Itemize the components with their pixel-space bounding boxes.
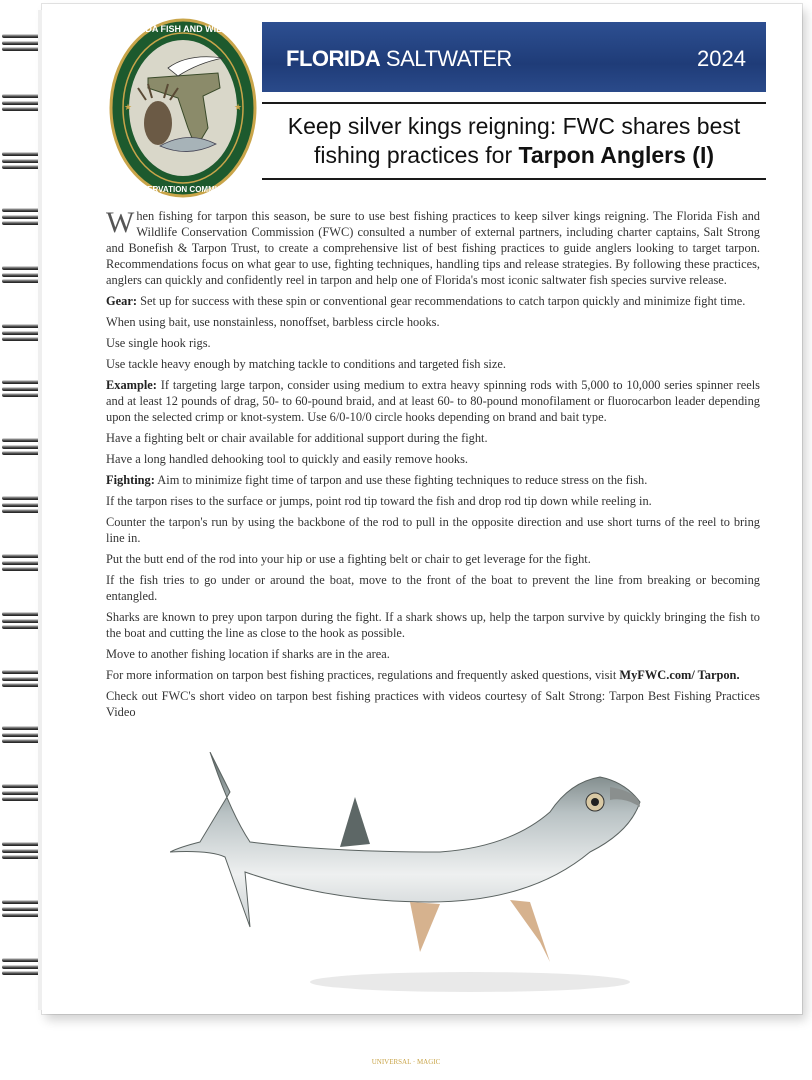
counter-paragraph: Counter the tarpon's run by using the backbone of the rod to pull in the opposite direction and use short turns of the reel to bring line in. <box>106 515 760 545</box>
fwc-logo <box>108 18 258 198</box>
move-paragraph: Move to another fishing location if sharks are in the area. <box>106 647 390 661</box>
drop-cap: W <box>106 206 135 239</box>
belt-paragraph: Have a fighting belt or chair available for additional support during the fight. <box>106 431 488 445</box>
header-brand: FLORIDA SALTWATER <box>286 46 512 71</box>
video-paragraph: Check out FWC's short video on tarpon best fishing practices with videos courtesy of Salt Strong: Tarpon Best Fishing Practices Video <box>106 689 760 719</box>
sharks-paragraph: Sharks are known to prey upon tarpon during the fight. If a shark shows up, help the tarpon survive by quickly bringing the fish to the boat and cutting the line as close to the hook as possible. <box>106 610 760 640</box>
bait-paragraph: When using bait, use nonstainless, nonoffset, barbless circle hooks. <box>106 315 440 329</box>
logo-star-left: ★ <box>124 102 133 112</box>
title-rule-bottom <box>262 178 766 180</box>
dehook-paragraph: Have a long handled dehooking tool to quickly and easily remove hooks. <box>106 452 469 466</box>
jumps-paragraph: If the tarpon rises to the surface or jumps, point rod tip toward the fish and drop rod tip down while reeling in. <box>106 494 652 508</box>
fighting-paragraph: Fighting: Aim to minimize fight time of tarpon and use these fighting techniques to reduce stress on the fish. <box>106 473 648 487</box>
title-rule-top <box>262 102 766 104</box>
single-hook-paragraph: Use single hook rigs. <box>106 336 211 350</box>
tackle-paragraph: Use tackle heavy enough by matching tackle to conditions and targeted fish size. <box>106 357 506 371</box>
logo-ring-bottom-text: CONSERVATION COMMISSION <box>124 185 242 194</box>
more-info-paragraph: For more information on tarpon best fishing practices, regulations and frequently asked questions, visit MyFWC.com/ Tarpon. <box>106 668 740 682</box>
boat-paragraph: If the fish tries to go under or around the boat, move to the front of the boat to prevent the line from breaking or becoming entangled. <box>106 573 760 603</box>
header-year: 2024 <box>697 46 746 71</box>
butt-paragraph: Put the butt end of the rod into your hip or use a fighting belt or chair to get leverage for the fight. <box>106 552 591 566</box>
article-body <box>106 208 760 725</box>
footer-mark: UNIVERSAL · MAGIC <box>371 1058 441 1066</box>
myfwc-link[interactable]: MyFWC.com/ Tarpon. <box>619 668 740 682</box>
tarpon-illustration <box>170 752 650 1002</box>
gear-paragraph: Gear: Set up for success with these spin or conventional gear recommendations to catch tarpon quickly and minimize fight time. <box>106 294 746 308</box>
logo-star-right: ★ <box>234 102 243 112</box>
example-paragraph: Example: If targeting large tarpon, consider using medium to extra heavy spinning rods with 5,000 to 10,000 series spinner reels and at least 12 pounds of drag, 50- to 60-pound braid, and at least 60- to 80-pound monofilament or fluorocarbon leader depending upon the selected crimp or knot-system. Use 6/0-10/0 circle hooks depending on brand and bait type. <box>106 378 760 424</box>
header-bar <box>262 22 766 92</box>
intro-paragraph: When fishing for tarpon this season, be sure to use best fishing practices to keep silver kings reigning. The Florida Fish and Wildlife Conservation Commission (FWC) consulted a number of external partners, including charter captains, Salt Strong and Bonefish & Tarpon Trust, to create a comprehensive list of best fishing practices to guide anglers looking to target tarpon. Recommendations focus on what gear to use, fighting techniques, handling tips and release strategies. By following these practices, anglers can quickly and confidently reel in tarpon and help one of Florida's most iconic saltwater fish species survive release. <box>106 206 760 287</box>
article-title: Keep silver kings reigning: FWC shares best fishing practices for Tarpon Anglers (I) <box>287 113 741 168</box>
logo-ring-top-text: FLORIDA FISH AND WILDLIFE <box>118 24 248 34</box>
